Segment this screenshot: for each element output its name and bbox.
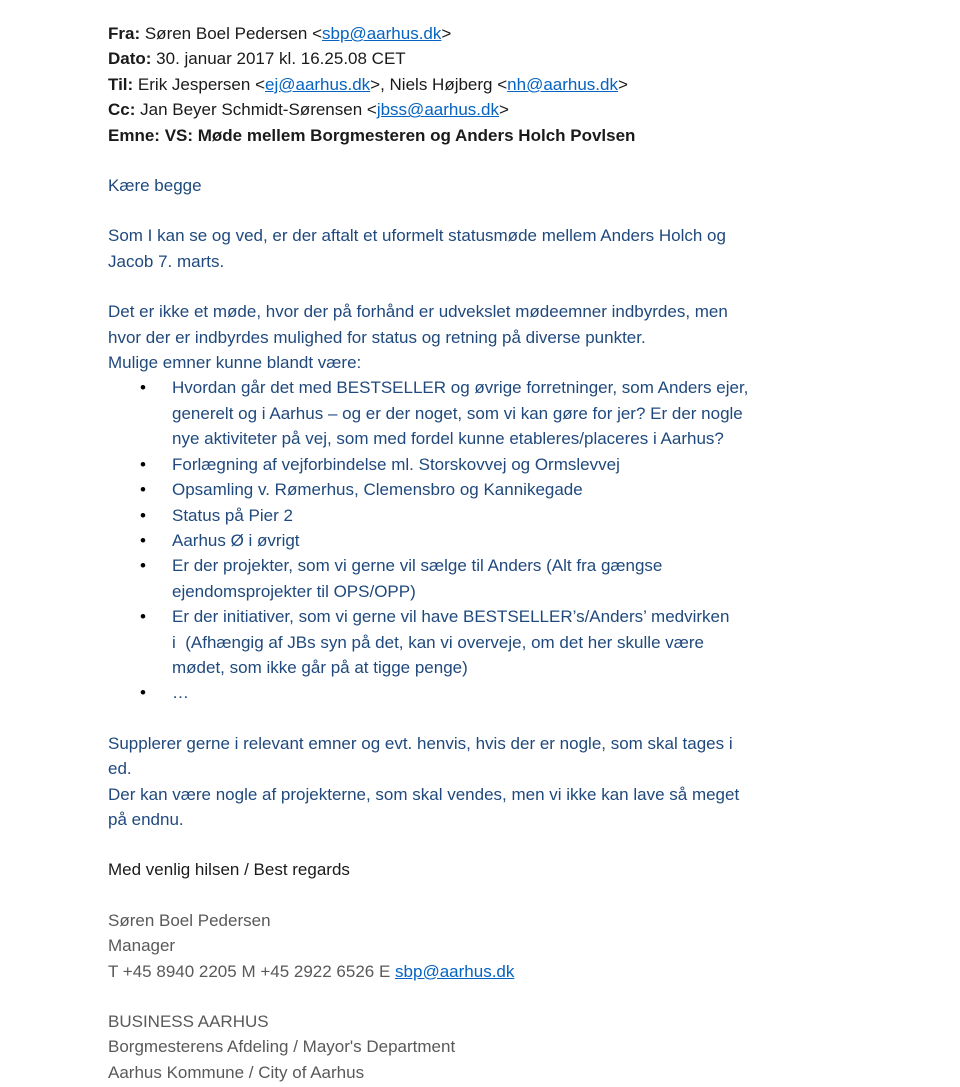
bullet-item-aarhus-o: • Aarhus Ø i øvrigt [108,528,950,553]
bullet-item-road-extension: • Forlægning af vejforbindelse ml. Storskovvej og Ormslevvej [108,452,950,477]
header-from [108,21,950,46]
cc-label: Cc: [108,100,136,120]
from-label: Fra: [108,24,141,43]
bullet-item-bestseller: • Hvordan går det med BESTSELLER og øvrige forretninger, som Anders ejer, generelt og i Aarhus – og er der noget, som vi kan gøre for jer? Er der nogle nye aktiviteter på vej, som med fordel kunne etableres/placeres i Aarhus? [108,375,950,451]
from-suffix: > [441,24,452,43]
cc-suffix: > [498,100,509,120]
subject-label: Emne: [108,125,160,145]
signature-block [108,908,950,984]
greeting: Kære begge [108,176,202,196]
topic-bullet-list [108,375,950,705]
from-name: Søren Boel Pedersen < [140,24,323,43]
to-email-link-2[interactable]: nh@aarhus.dk [507,74,618,94]
header-date [108,46,950,71]
closing-regards: Med venlig hilsen / Best regards [108,860,350,880]
email-header-block [108,21,950,148]
to-separator: >, Niels Højberg < [370,74,508,94]
signature-title: Manager [108,936,176,956]
organization-block: BUSINESS AARHUS Borgmesterens Afdeling / Mayor's Department Aarhus Kommune / City of Aarhus [108,1012,456,1082]
paragraph-meeting-topics-intro: Det er ikke et møde, hvor der på forhånd er udvekslet mødeemner indbyrdes, men hvor der er indbyrdes mulighed for status og retning på diverse punkter. Mulige emner kunne blandt være: [108,302,728,373]
header-subject [108,123,950,148]
bullet-item-opsamling: • Opsamling v. Rømerhus, Clemensbro og Kannikegade [108,477,950,502]
to-email-link-1[interactable]: ej@aarhus.dk [265,74,371,94]
bullet-item-pier-2: • Status på Pier 2 [108,503,950,528]
signature-phones: T +45 8940 2205 M +45 2922 6526 E [108,961,396,981]
subject-value: VS: Møde mellem Borgmesteren og Anders Holch Povlsen [159,125,636,145]
signature-contact [108,959,950,984]
date-label: Dato: [108,49,152,69]
date-value: 30. januar 2017 kl. 16.25.08 CET [151,49,406,69]
signature-name: Søren Boel Pedersen [108,910,271,930]
bullet-item-ellipsis: • … [108,680,950,705]
from-email-link[interactable]: sbp@aarhus.dk [322,24,442,43]
paragraph-status-meeting: Som I kan se og ved, er der aftalt et uformelt statusmøde mellem Anders Holch og Jacob 7. marts. [108,226,726,271]
header-cc [108,97,950,122]
signature-email-link[interactable]: sbp@aarhus.dk [395,961,515,981]
to-label: Til: [108,74,134,94]
to-suffix: > [617,74,628,94]
header-to [108,72,950,97]
to-name-1: Erik Jespersen < [133,74,265,94]
cc-email-link[interactable]: jbss@aarhus.dk [376,100,499,120]
cc-name: Jan Beyer Schmidt-Sørensen < [135,100,377,120]
bullet-item-initiatives: • Er der initiativer, som vi gerne vil have BESTSELLER’s/Anders’ medvirken i (Afhængig af JBs syn på det, kan vi overveje, om det her skulle være mødet, som ikke går på at tigge penge) [108,604,950,680]
paragraph-supplement: Supplerer gerne i relevant emner og evt. henvis, hvis der er nogle, som skal tages i ed. Der kan være nogle af projekterne, som skal vendes, men vi ikke kan lave så meget på endnu. [108,733,740,829]
bullet-item-projects: • Er der projekter, som vi gerne vil sælge til Anders (Alt fra gængse ejendomsprojekter til OPS/OPP) [108,553,950,604]
